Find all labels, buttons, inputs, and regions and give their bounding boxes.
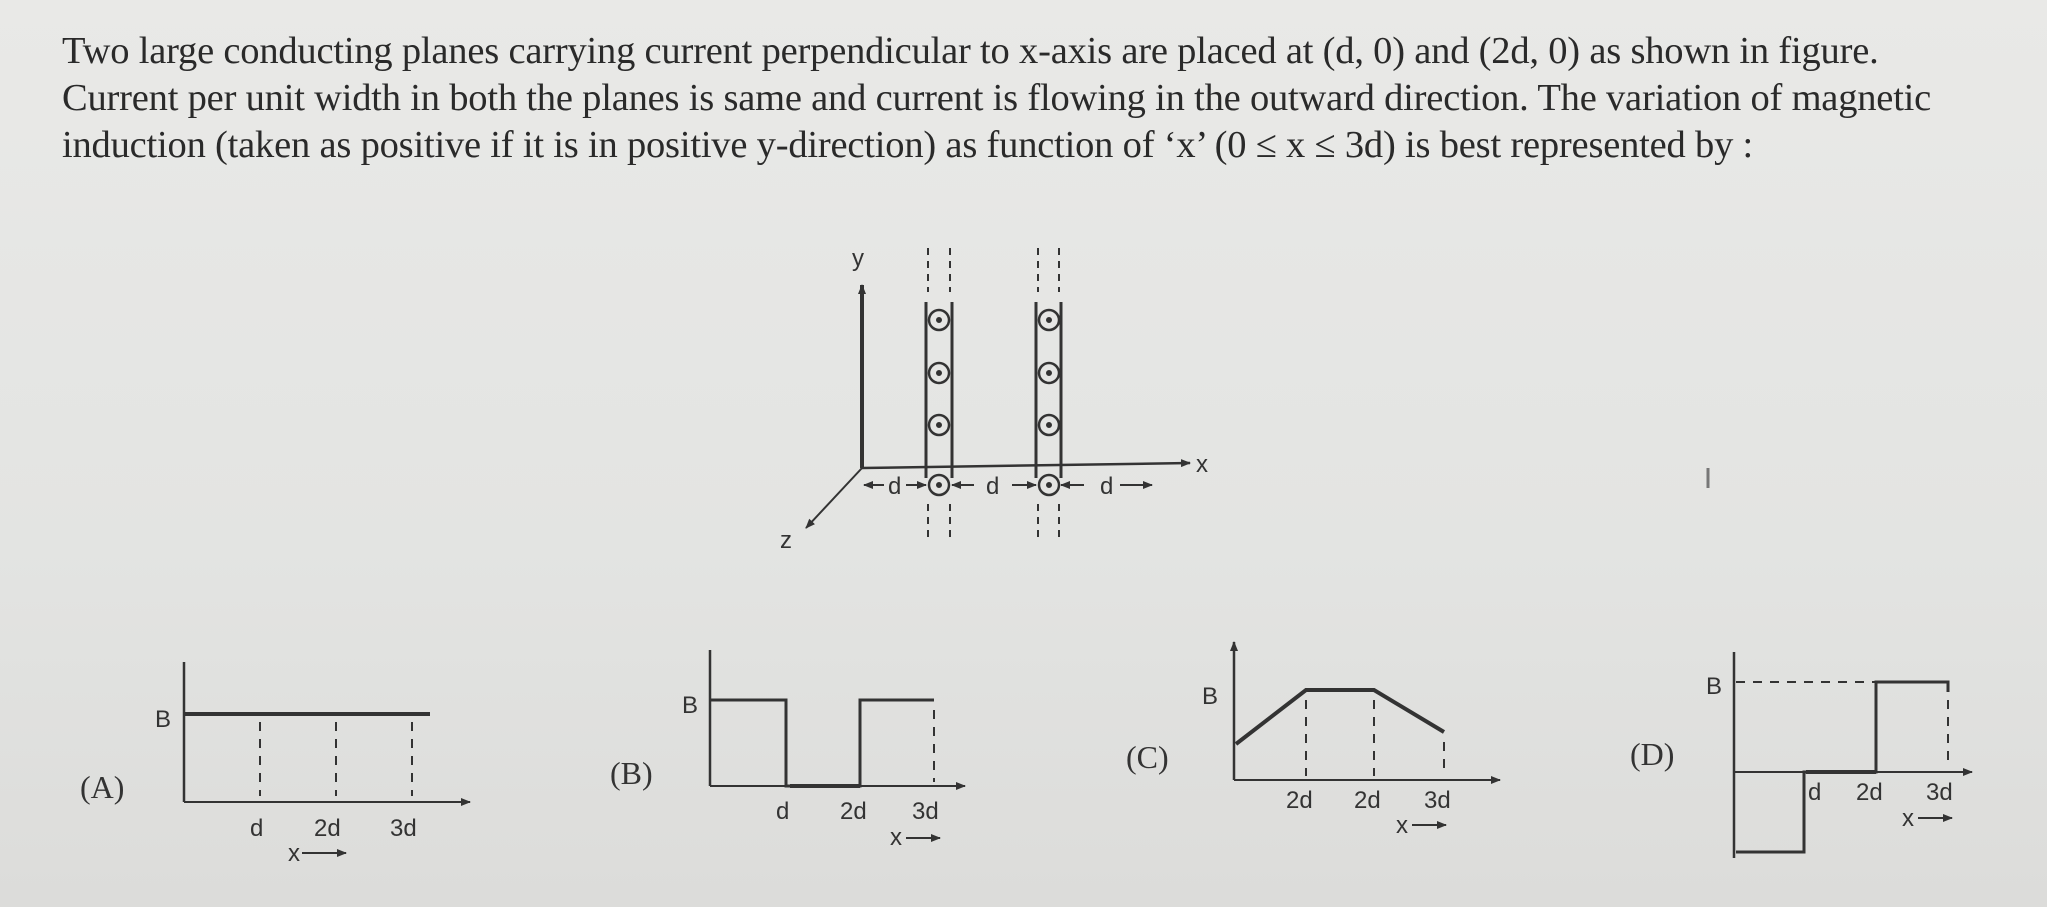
plane-1 xyxy=(926,248,952,540)
question-line-1: Two large conducting planes carrying current perpendicular to x-axis are placed at (d, 0) and (2d, 0) as shown in figure. xyxy=(62,30,1879,72)
option-b-tick-3: 3d xyxy=(912,798,939,825)
option-a-label: (A) xyxy=(80,769,125,805)
option-a-tick-2: 2d xyxy=(314,815,341,842)
current-out-icon xyxy=(929,475,949,495)
current-out-icon xyxy=(1039,363,1059,383)
option-c-b-label: B xyxy=(1202,683,1219,710)
question-line-3: induction (taken as positive if it is in positive y-direction) as function of ‘x’ (0 ≤ x ≤ 3d) is best represented by : xyxy=(62,124,1754,166)
option-b-label: (B) xyxy=(610,755,653,791)
option-a-tick-1: d xyxy=(250,815,264,842)
y-axis-label: y xyxy=(852,245,864,272)
option-b-tick-1: d xyxy=(776,798,790,825)
z-axis xyxy=(806,468,862,528)
option-c-label: (C) xyxy=(1126,739,1169,775)
current-out-icon xyxy=(1039,475,1059,495)
question-line-2: Current per unit width in both the planes is same and current is flowing in the outward direction. The variation of magnetic xyxy=(62,77,1932,119)
main-figure-labels xyxy=(780,245,1208,554)
b-curve xyxy=(1736,682,1948,852)
b-curve xyxy=(710,700,934,786)
option-a-b-label: B xyxy=(155,706,172,733)
b-curve xyxy=(1236,690,1444,744)
option-a-tick-3: 3d xyxy=(390,815,417,842)
x-axis-label: x xyxy=(1196,451,1208,478)
gap-label-3: d xyxy=(1100,473,1114,500)
plane-2 xyxy=(1036,248,1061,540)
current-out-icon xyxy=(1039,415,1059,435)
option-d-tick-3: 3d xyxy=(1926,779,1953,806)
option-c-x-label: x xyxy=(1396,812,1408,839)
option-d-tick-2: 2d xyxy=(1856,779,1883,806)
current-out-icon xyxy=(929,310,949,330)
option-a-x-label: x xyxy=(288,840,300,867)
current-out-icon xyxy=(1039,310,1059,330)
option-b-tick-2: 2d xyxy=(840,798,867,825)
z-axis-label: z xyxy=(780,527,792,554)
option-b-b-label: B xyxy=(682,692,699,719)
option-d-label: (D) xyxy=(1630,736,1675,772)
option-b-x-label: x xyxy=(890,824,902,851)
x-axis xyxy=(862,463,1190,468)
current-out-icon xyxy=(929,363,949,383)
option-d-b-label: B xyxy=(1706,673,1723,700)
option-c-tick-1: 2d xyxy=(1286,787,1313,814)
gap-label-1: d xyxy=(888,473,902,500)
gap-label-2: d xyxy=(986,473,1000,500)
option-d-x-label: x xyxy=(1902,805,1914,832)
option-c-tick-3: 3d xyxy=(1424,787,1451,814)
current-out-icon xyxy=(929,415,949,435)
option-d-graph xyxy=(1734,652,1972,858)
option-c-tick-2: 2d xyxy=(1354,787,1381,814)
option-d-tick-1: d xyxy=(1808,779,1822,806)
